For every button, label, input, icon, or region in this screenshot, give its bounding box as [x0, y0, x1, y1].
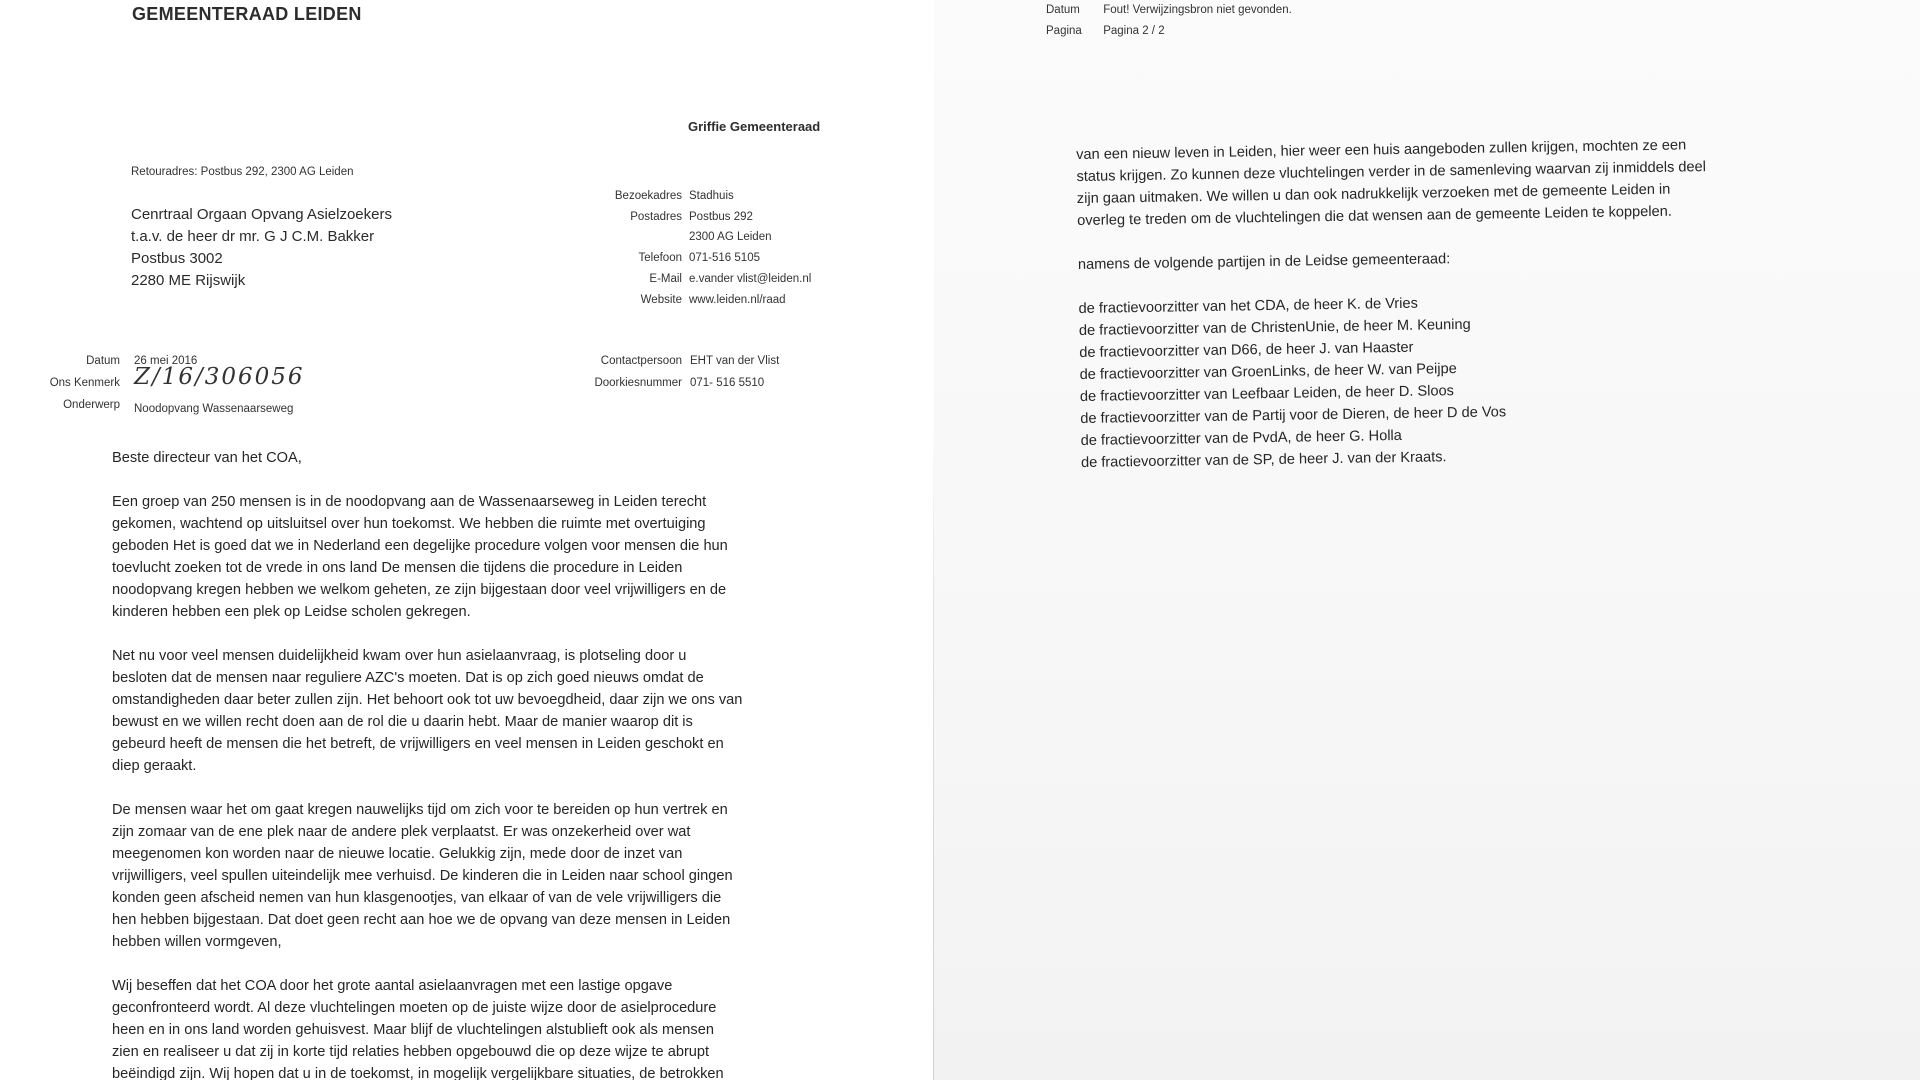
contact-person-labels [570, 350, 682, 394]
text-line: overleg te treden om de vluchtelingen die dat wensen aan de gemeente Leiden te koppelen. [1077, 203, 1672, 229]
header-value: Fout! Verwijzingsbron niet gevonden. [1103, 4, 1292, 16]
contact-label: Bezoekadres [614, 190, 682, 202]
text-line: hebben willen vormgeven, [112, 934, 282, 950]
text-line: besloten dat de mensen naar reguliere AZC's moeten. Dat is op zich goed nieuws omdat de [112, 670, 704, 686]
salutation: Beste directeur van het COA, [112, 450, 302, 466]
text-line: Wij beseffen dat het COA door het grote aantal asielaanvragen met een lastige opgave [112, 978, 673, 994]
contact-label [560, 227, 682, 248]
letter-date: 26 mei 2016 [134, 355, 198, 367]
text-line: geboden Het is goed dat we in Nederland een degelijke procedure volgen voor mensen die hun [112, 538, 728, 554]
paragraph-1 [112, 491, 812, 623]
meta-values [134, 350, 305, 420]
text-line: gebeurd heeft de mensen die het betreft, de vrijwilligers en veel mensen in Leiden geschokt en [112, 736, 724, 752]
signatory: de fractievoorzitter van de PvdA, de heer G. Holla [1080, 427, 1402, 449]
text-line: diep geraakt. [112, 758, 197, 774]
recipient-line: Postbus 3002 [131, 250, 223, 267]
organization-name: GEMEENTERAAD LEIDEN [132, 4, 362, 24]
reference-number-handwritten [134, 364, 305, 398]
meta-label: Doorkiesnummer [594, 377, 682, 389]
recipient-address [131, 204, 392, 292]
postal-city: 2300 AG Leiden [689, 231, 772, 244]
email-address: e.vander vlist@leiden.nl [689, 272, 812, 285]
text-line: noodopvang kregen hebben we welkom geheten, ze zijn bijgestaan door veel vrijwilligers en de [112, 582, 727, 598]
text-line: meegenomen kon worden naar de nieuwe locatie. Gelukkig zijn, mede door de inzet van [112, 846, 683, 862]
signatory: de fractievoorzitter van het CDA, de heer K. de Vries [1078, 295, 1419, 317]
text-line: bewust en we willen recht doen aan de rol die u daarin hebt. Maar de manier waarop dit is [112, 714, 693, 730]
contact-person-values [690, 350, 779, 394]
reference-number: Z/16/306056 [134, 364, 305, 390]
header-row [1046, 0, 1292, 21]
letter-page-2 [934, 0, 1920, 1080]
phone-number: 071-516 5105 [689, 252, 760, 265]
meta-label: Onderwerp [63, 399, 120, 411]
signatory: de fractievoorzitter van de SP, de heer J. van der Kraats. [1080, 449, 1447, 471]
text-line: van een nieuw leven in Leiden, hier weer een huis aangeboden zullen krijgen, mochten ze een [1076, 137, 1687, 163]
header-row [1046, 21, 1292, 42]
text-line: Een groep van 250 mensen is in de noodopvang aan de Wassenaarseweg in Leiden terecht [112, 494, 707, 510]
signatory: de fractievoorzitter van GroenLinks, de heer W. van Peijpe [1079, 361, 1457, 383]
header-label: Datum [1046, 4, 1080, 16]
recipient-line: Cenrtraal Orgaan Opvang Asielzoekers [131, 206, 392, 223]
recipient-line: 2280 ME Rijswijk [131, 272, 246, 289]
paragraph-3 [112, 799, 812, 953]
contact-person: EHT van der Vlist [690, 355, 780, 367]
signatory: de fractievoorzitter van de ChristenUnie, de heer M. Keuning [1078, 316, 1471, 339]
department-name: Griffie Gemeenteraad [688, 119, 821, 134]
text-line: hen hebben bijgestaan. Dat doet geen recht aan hoe we de opvang van deze mensen in Leiden [112, 912, 731, 928]
return-address: Retouradres: Postbus 292, 2300 AG Leiden [131, 166, 354, 178]
contact-label: Website [640, 293, 682, 306]
meta-label: Datum [86, 355, 120, 367]
visit-address: Stadhuis [689, 190, 734, 202]
meta-label: Ons Kenmerk [49, 377, 120, 389]
contact-label: E-Mail [649, 272, 682, 285]
text-line: gekomen, wachtend op uitsluitsel over hun toekomst. We hebben die ruimte met overtuiging [112, 516, 706, 532]
contact-labels [560, 186, 682, 310]
paragraph-2 [112, 645, 812, 777]
header-label: Pagina [1046, 25, 1082, 37]
text-line: Net nu voor veel mensen duidelijkheid kwam over hun asielaanvraag, is plotseling door u [112, 648, 687, 664]
signatory: de fractievoorzitter van de Partij voor de Dieren, de heer D de Vos [1080, 404, 1507, 427]
contact-values [689, 186, 811, 310]
text-line: zien en realiseer u dat zij in korte tijd relaties hebben opgebouwd die op deze wijze te abrupt [112, 1044, 710, 1060]
letter-subject: Noodopvang Wassenaarseweg [134, 403, 294, 415]
text-line: omstandigheden daar beter zullen zijn. Het behoort ook tot uw bevoegdheid, daar zijn we ons van [112, 692, 743, 708]
text-line: geconfronteerd wordt. Al deze vluchtelingen moeten op de juiste wijze door de asielprocedure [112, 1000, 717, 1016]
contact-label: Postadres [630, 210, 682, 223]
postal-address: Postbus 292 [689, 210, 753, 223]
text-line: zijn gaan uitmaken. We willen u dan ook nadrukkelijk verzoeken met de gemeente Leiden in [1076, 181, 1671, 207]
signatory: de fractievoorzitter van Leefbaar Leiden, de heer D. Sloos [1079, 383, 1455, 405]
recipient-line: t.a.v. de heer dr mr. G J C.M. Bakker [131, 228, 375, 245]
website: www.leiden.nl/raad [689, 293, 786, 306]
text-line: status krijgen. Zo kunnen deze vluchtelingen verder in de samenleving waarvan zij inmiddels deel [1076, 159, 1707, 185]
letter-page-1 [0, 0, 934, 1080]
meta-labels [30, 350, 120, 416]
page-2-header [1046, 0, 1292, 42]
text-line: vrijwilligers, veel spullen uiteindelijk mee verhuisd. De kinderen die in Leiden naar school gingen [112, 868, 733, 884]
direct-phone: 071- 516 5510 [690, 377, 765, 389]
contact-label: Telefoon [638, 252, 682, 265]
text-line: heen en in ons land worden gehuisvest. Maar blijf de vluchtelingen alstublieft ook als mensen [112, 1022, 714, 1038]
signatory: de fractievoorzitter van D66, de heer J. van Haaster [1079, 339, 1414, 361]
page-number: Pagina 2 / 2 [1103, 25, 1165, 37]
paragraph-4 [112, 975, 812, 1080]
page-2-body [1076, 134, 1711, 474]
text-line: toevlucht zoeken tot de vrede in ons land De mensen die tijdens die procedure in Leiden [112, 560, 683, 576]
meta-label: Contactpersoon [600, 355, 682, 367]
text-line: De mensen waar het om gaat kregen nauwelijks tijd om zich voor te bereiden op hun vertrek en [112, 802, 728, 818]
signatories-intro: namens de volgende partijen in de Leidse gemeenteraad: [1077, 251, 1451, 273]
text-line: konden geen afscheid nemen van hun klasgenootjes, van elkaar of van de vele vrijwilligers die [112, 890, 722, 906]
text-line: zijn zomaar van de ene plek naar de andere plek verplaatst. Er was onzekerheid over wat [112, 824, 691, 840]
letter-body [112, 447, 812, 1080]
text-line: beëindigd zijn. Wij hopen dat u in de toekomst, in mogelijk vergelijkbare situaties, de betrokken [112, 1066, 724, 1080]
text-line: kinderen hebben een plek op Leidse scholen gekregen. [112, 604, 471, 620]
